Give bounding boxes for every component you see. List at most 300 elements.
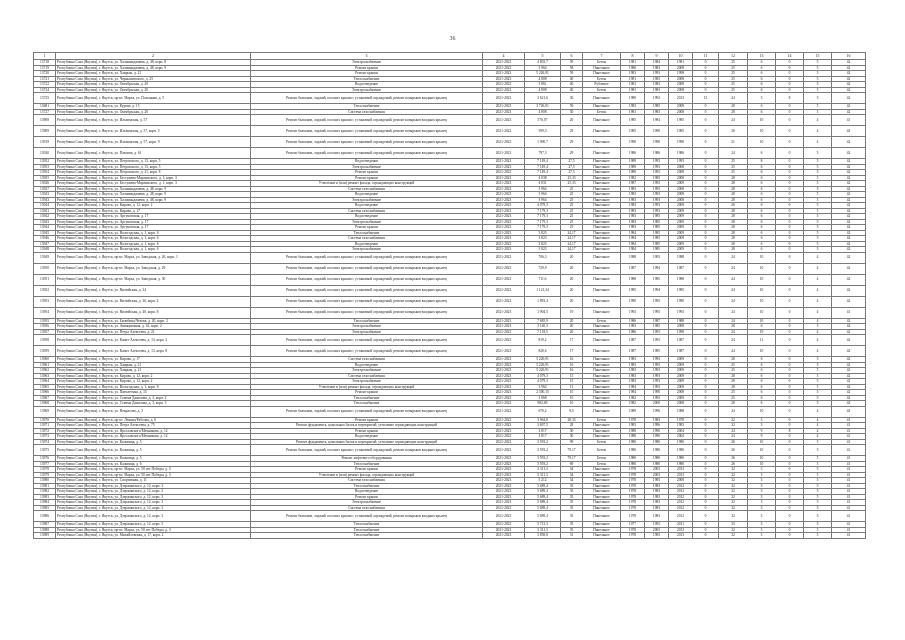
period-cell: 2021-2023: [483, 357, 525, 363]
wear-percent-cell: 29: [561, 137, 583, 148]
table-row: [34, 263, 866, 274]
year-last-repair-cell: 1993: [645, 192, 669, 198]
cost-cell: 3 964: [525, 65, 561, 71]
column-number-cell: 10: [669, 53, 693, 60]
apartments-cell: 0: [776, 483, 804, 489]
work-type-cell: Водоотведение: [251, 82, 483, 88]
wear-percent-cell: 30: [561, 109, 583, 115]
cost-cell: 3 593,2: [525, 439, 561, 445]
year-last-repair-cell: 1983: [645, 109, 669, 115]
year-built-cell: 1983: [621, 197, 645, 203]
table-row: [34, 252, 866, 263]
year-built-cell: 1978: [621, 494, 645, 500]
wear-percent-cell: 20: [561, 115, 583, 126]
repair-program-table: [33, 52, 865, 539]
column-number-cell: 14: [776, 53, 804, 60]
floors-cell: 32: [719, 533, 748, 539]
year-planned-cell: 2009: [669, 395, 693, 401]
row-number-cell: 13964: [34, 379, 56, 385]
cost-cell: 3 964: [525, 186, 561, 192]
cost-cell: 5 689,4: [525, 489, 561, 495]
floors-cell: 26: [719, 439, 748, 445]
zone-cell: 5: [804, 170, 832, 176]
year-last-repair-cell: 1990: [645, 434, 669, 440]
cost-cell: 5 226,91: [525, 71, 561, 77]
apartments-cell: 0: [776, 175, 804, 181]
period-cell: 2021-2023: [483, 247, 525, 253]
year-built-cell: 1981: [621, 76, 645, 82]
row-number-cell: 13909: [34, 126, 56, 137]
period-cell: 2021-2023: [483, 423, 525, 429]
work-type-cell: Электроснабжение: [251, 324, 483, 330]
column-number-cell: 12: [719, 53, 748, 60]
cost-cell: 729,9: [525, 263, 561, 274]
apartments-cell: 0: [776, 489, 804, 495]
work-type-cell: Ремонт балконов, лоджий, плоских крыши с установкой ограждений, ремонт козырьков входных крылец: [251, 252, 483, 263]
apartments-cell: 0: [776, 373, 804, 379]
zone-cell: 5: [804, 368, 832, 374]
year-planned-cell: 2009: [669, 379, 693, 385]
zone-cell: 4: [804, 274, 832, 285]
year-last-repair-cell: 1985: [645, 214, 669, 220]
column-16-cell: 41: [832, 511, 866, 522]
entrances-cell: 3: [748, 505, 776, 511]
row-number-cell: 13953: [34, 296, 56, 307]
year-planned-cell: 2013: [669, 467, 693, 473]
entrances-cell: 6: [748, 241, 776, 247]
year-last-repair-cell: 1984: [645, 60, 669, 66]
zone-cell: 5: [804, 104, 832, 110]
apartments-cell: 0: [776, 417, 804, 423]
address-cell: Республика Саха (Якутия), г. Якутск, ул. Пятилетняя, д. 15: [56, 390, 251, 396]
period-cell: 2021-2023: [483, 527, 525, 533]
cost-cell: 3 593,2: [525, 445, 561, 456]
count-a-cell: 0: [693, 373, 719, 379]
period-cell: 2021-2023: [483, 461, 525, 467]
floors-cell: 26: [719, 126, 748, 137]
work-type-cell: Ремонт балконов, лоджий, плоских крыши с установкой ограждений, ремонт козырьков входных крылец: [251, 93, 483, 104]
entrances-cell: 10: [748, 406, 776, 417]
floors-cell: 28: [719, 379, 748, 385]
row-number-cell: 13979: [34, 472, 56, 478]
apartments-cell: 0: [776, 362, 804, 368]
address-cell: Республика Саха (Якутия), г. Якутск, ул. Хаярыы, д. 21: [56, 368, 251, 374]
zone-cell: 5: [804, 445, 832, 456]
work-type-cell: Ремонт крыши: [251, 494, 483, 500]
work-type-cell: Ремонт крыши: [251, 170, 483, 176]
year-built-cell: 1980: [621, 65, 645, 71]
year-planned-cell: 1988: [669, 318, 693, 324]
column-16-cell: 42: [832, 214, 866, 220]
zone-cell: 4: [804, 329, 832, 335]
cost-cell: 3 311,3: [525, 527, 561, 533]
wear-percent-cell: 40: [561, 87, 583, 93]
period-cell: 2021-2023: [483, 324, 525, 330]
year-built-cell: 1987: [621, 263, 645, 274]
zone-cell: 4: [804, 335, 832, 346]
apartments-cell: 0: [776, 346, 804, 357]
year-planned-cell: 2008: [669, 478, 693, 484]
period-cell: 2021-2023: [483, 60, 525, 66]
address-cell: Республика Саха (Якутия), г. Якутск, ул. Авиационная, д. 42, корп. 2: [56, 324, 251, 330]
period-cell: 2021-2023: [483, 329, 525, 335]
period-cell: 2021-2023: [483, 225, 525, 231]
count-a-cell: 0: [693, 478, 719, 484]
column-16-cell: 42: [832, 82, 866, 88]
work-type-cell: Теплоснабжение: [251, 461, 483, 467]
year-last-repair-cell: 1993: [645, 208, 669, 214]
zone-cell: 5: [804, 159, 832, 165]
address-cell: Республика Саха (Якутия), г. Якутск, ул. Кальвица, д. 5: [56, 456, 251, 462]
column-16-cell: 42: [832, 71, 866, 77]
apartments-cell: 0: [776, 505, 804, 511]
year-planned-cell: 2012: [669, 500, 693, 506]
year-built-cell: 1983: [621, 368, 645, 374]
wall-material-cell: Панельное: [583, 428, 621, 434]
entrances-cell: 10: [748, 307, 776, 318]
wear-percent-cell: 20: [561, 274, 583, 285]
period-cell: 2021-2023: [483, 335, 525, 346]
row-number-cell: 13963: [34, 373, 56, 379]
wear-percent-cell: 34: [561, 472, 583, 478]
year-planned-cell: 1987: [669, 346, 693, 357]
apartments-cell: 0: [776, 461, 804, 467]
work-type-cell: Ремонт крыши: [251, 428, 483, 434]
year-last-repair-cell: 1995: [645, 307, 669, 318]
row-number-cell: 13926: [34, 181, 56, 187]
floors-cell: 28: [719, 186, 748, 192]
work-type-cell: Водоотведение: [251, 203, 483, 209]
work-type-cell: Электроснабжение: [251, 500, 483, 506]
year-built-cell: 1978: [621, 511, 645, 522]
column-16-cell: 42: [832, 225, 866, 231]
year-built-cell: 1980: [621, 439, 645, 445]
floors-cell: 24: [719, 296, 748, 307]
entrances-cell: 6: [748, 368, 776, 374]
count-a-cell: 0: [693, 65, 719, 71]
apartments-cell: 0: [776, 472, 804, 478]
floors-cell: 28: [719, 357, 748, 363]
count-a-cell: 0: [693, 494, 719, 500]
wall-material-cell: Панельное: [583, 230, 621, 236]
row-number-cell: 13942: [34, 214, 56, 220]
period-cell: 2021-2023: [483, 71, 525, 77]
zone-cell: 5: [804, 230, 832, 236]
wear-percent-cell: 59: [561, 71, 583, 77]
floors-cell: 24: [719, 252, 748, 263]
zone-cell: 5: [804, 197, 832, 203]
column-16-cell: 42: [832, 175, 866, 181]
cost-cell: 3 964: [525, 192, 561, 198]
count-a-cell: 0: [693, 236, 719, 242]
column-16-cell: 41: [832, 445, 866, 456]
year-built-cell: 1988: [621, 274, 645, 285]
apartments-cell: 0: [776, 181, 804, 187]
cost-cell: 706,3: [525, 252, 561, 263]
year-planned-cell: 1990: [669, 296, 693, 307]
apartments-cell: 0: [776, 285, 804, 296]
zone-cell: 4: [804, 263, 832, 274]
entrances-cell: 10: [748, 439, 776, 445]
year-planned-cell: 2008: [669, 164, 693, 170]
wear-percent-cell: 25: [561, 225, 583, 231]
zone-cell: 5: [804, 247, 832, 253]
page-number: 36: [449, 36, 456, 42]
year-built-cell: 1982: [621, 175, 645, 181]
entrances-cell: 6: [748, 71, 776, 77]
year-built-cell: 1984: [621, 230, 645, 236]
cost-cell: 5 226,91: [525, 357, 561, 363]
cost-cell: 4 803,7: [525, 60, 561, 66]
count-a-cell: 0: [693, 324, 719, 330]
row-number-cell: 13985: [34, 505, 56, 511]
floors-cell: 32: [719, 505, 748, 511]
year-planned-cell: 2008: [669, 324, 693, 330]
floors-cell: 24: [719, 428, 748, 434]
wall-material-cell: Панельное: [583, 368, 621, 374]
period-cell: 2021-2023: [483, 126, 525, 137]
cost-cell: 7 179,3: [525, 214, 561, 220]
apartments-cell: 0: [776, 186, 804, 192]
column-16-cell: 42: [832, 241, 866, 247]
row-number-cell: 13956: [34, 324, 56, 330]
count-a-cell: 0: [693, 241, 719, 247]
year-planned-cell: 2012: [669, 511, 693, 522]
column-16-cell: 41: [832, 505, 866, 511]
column-16-cell: 41: [832, 115, 866, 126]
period-cell: 2021-2023: [483, 439, 525, 445]
wall-material-cell: Панельное: [583, 379, 621, 385]
floors-cell: 25: [719, 395, 748, 401]
year-last-repair-cell: 1983: [645, 87, 669, 93]
address-cell: Республика Саха (Якутия), г. Якутск, ул. Павлова, д. 61: [56, 148, 251, 159]
entrances-cell: 3: [748, 533, 776, 539]
period-cell: 2021-2023: [483, 76, 525, 82]
year-last-repair-cell: 1983: [645, 82, 669, 88]
apartments-cell: 0: [776, 65, 804, 71]
count-a-cell: 0: [693, 76, 719, 82]
work-type-cell: Утепление и (или) ремонт фасада, ограждающих конструкций: [251, 181, 483, 187]
row-number-cell: 13719: [34, 65, 56, 71]
wear-percent-cell: 35: [561, 494, 583, 500]
work-type-cell: Водоотведение: [251, 434, 483, 440]
cost-cell: 3 621,6: [525, 93, 561, 104]
row-number-cell: 13966: [34, 390, 56, 396]
year-built-cell: 1985: [621, 285, 645, 296]
address-cell: Республика Саха (Якутия), г. Якутск, пр-кт. Марха, ул. Полынная, д. 5: [56, 93, 251, 104]
wall-material-cell: Панельное: [583, 214, 621, 220]
count-a-cell: 0: [693, 247, 719, 253]
address-cell: Республика Саха (Якутия), г. Якутск, ул. Ильменская, д. 57, корп. 5: [56, 126, 251, 137]
cost-cell: 982,69: [525, 401, 561, 407]
wall-material-cell: Панельное: [583, 522, 621, 528]
row-number-cell: 13927: [34, 186, 56, 192]
cost-cell: 7 149,4: [525, 170, 561, 176]
entrances-cell: 10: [748, 461, 776, 467]
entrances-cell: 3: [748, 500, 776, 506]
floors-cell: 25: [719, 390, 748, 396]
period-cell: 2021-2023: [483, 82, 525, 88]
year-last-repair-cell: 1993: [645, 362, 669, 368]
column-number-cell: 15: [804, 53, 832, 60]
year-last-repair-cell: 1980: [645, 445, 669, 456]
wear-percent-cell: 25: [561, 186, 583, 192]
zone-cell: 4: [804, 428, 832, 434]
row-number-cell: 13981: [34, 483, 56, 489]
address-cell: Республика Саха (Якутия), г. Якутск, ул. Дзержинского, д. 12, корп. 3: [56, 500, 251, 506]
address-cell: Республика Саха (Якутия), г. Якутск, ул. Михайловская, д. 17, корп. 2: [56, 533, 251, 539]
year-built-cell: 1977: [621, 522, 645, 528]
wall-material-cell: Панельное: [583, 208, 621, 214]
count-a-cell: 0: [693, 368, 719, 374]
wear-percent-cell: 58: [561, 65, 583, 71]
work-type-cell: Система газоснабжения: [251, 186, 483, 192]
year-planned-cell: 2008: [669, 82, 693, 88]
period-cell: 2021-2023: [483, 197, 525, 203]
address-cell: Республика Саха (Якутия), г. Якутск, ул. Халиманджиева, д. 48, корп. 9: [56, 197, 251, 203]
wall-material-cell: Бетон: [583, 87, 621, 93]
period-cell: 2021-2023: [483, 285, 525, 296]
wear-percent-cell: 25: [561, 203, 583, 209]
table-row: [34, 533, 866, 539]
cost-cell: 3 964: [525, 384, 561, 390]
period-cell: 2021-2023: [483, 214, 525, 220]
column-16-cell: 41: [832, 533, 866, 539]
floors-cell: 28: [719, 192, 748, 198]
wear-percent-cell: 19: [561, 307, 583, 318]
zone-cell: 5: [804, 527, 832, 533]
year-planned-cell: 1993: [669, 159, 693, 165]
year-built-cell: 1984: [621, 241, 645, 247]
zone-cell: 5: [804, 522, 832, 528]
row-number-cell: 13908: [34, 115, 56, 126]
year-last-repair-cell: 1985: [645, 241, 669, 247]
wall-material-cell: Панельное: [583, 170, 621, 176]
entrances-cell: 6: [748, 104, 776, 110]
year-planned-cell: 2012: [669, 483, 693, 489]
column-number-cell: 9: [645, 53, 669, 60]
entrances-cell: 6: [748, 401, 776, 407]
entrances-cell: 6: [748, 208, 776, 214]
count-a-cell: 0: [693, 252, 719, 263]
column-16-cell: 42: [832, 236, 866, 242]
year-last-repair-cell: 1993: [645, 368, 669, 374]
row-number-cell: 13950: [34, 263, 56, 274]
row-number-cell: 13986: [34, 511, 56, 522]
zone-cell: 5: [804, 461, 832, 467]
count-a-cell: 0: [693, 285, 719, 296]
entrances-cell: 3: [748, 93, 776, 104]
year-built-cell: 1989: [621, 170, 645, 176]
cost-cell: 3 817: [525, 434, 561, 440]
floors-cell: 32: [719, 494, 748, 500]
year-planned-cell: 2008: [669, 104, 693, 110]
apartments-cell: 0: [776, 522, 804, 528]
zone-cell: 5: [804, 500, 832, 506]
row-number-cell: 13951: [34, 274, 56, 285]
apartments-cell: 0: [776, 401, 804, 407]
count-a-cell: 0: [693, 274, 719, 285]
wall-material-cell: Панельное: [583, 500, 621, 506]
year-planned-cell: 2009: [669, 208, 693, 214]
wall-material-cell: Панельное: [583, 527, 621, 533]
period-cell: 2021-2023: [483, 109, 525, 115]
period-cell: 2021-2023: [483, 489, 525, 495]
entrances-cell: 6: [748, 219, 776, 225]
row-number-cell: 13727: [34, 109, 56, 115]
work-type-cell: Система газоснабжения: [251, 357, 483, 363]
wall-material-cell: Панельное: [583, 71, 621, 77]
entrances-cell: 10: [748, 285, 776, 296]
year-built-cell: 1983: [621, 214, 645, 220]
year-built-cell: 1983: [621, 192, 645, 198]
address-cell: Республика Саха (Якутия), г. Якутск, ул. Кирова, д. 12, корп. 2: [56, 203, 251, 209]
year-built-cell: 1988: [621, 252, 645, 263]
zone-cell: 5: [804, 241, 832, 247]
year-last-repair-cell: 2003: [645, 527, 669, 533]
wall-material-cell: Панельное: [583, 65, 621, 71]
cost-cell: 4 079,3: [525, 379, 561, 385]
zone-cell: 5: [804, 379, 832, 385]
apartments-cell: 0: [776, 203, 804, 209]
work-type-cell: Электроснабжение: [251, 247, 483, 253]
apartments-cell: 8: [776, 428, 804, 434]
wall-material-cell: Панельное: [583, 401, 621, 407]
address-cell: Республика Саха (Якутия), г. Якутск, ул. Ильменская, д. 57, корп. 9: [56, 137, 251, 148]
count-a-cell: 0: [693, 71, 719, 77]
year-last-repair-cell: 1993: [645, 357, 669, 363]
work-type-cell: Теплоснабжение: [251, 527, 483, 533]
table-row: [34, 126, 866, 137]
address-cell: Республика Саха (Якутия), г. Якутск, ул. Кальвица, д. 5: [56, 439, 251, 445]
year-last-repair-cell: 1993: [645, 252, 669, 263]
year-built-cell: 1985: [621, 115, 645, 126]
zone-cell: 5: [804, 225, 832, 231]
wall-material-cell: Бетон: [583, 461, 621, 467]
wall-material-cell: Панельное: [583, 159, 621, 165]
column-16-cell: 42: [832, 76, 866, 82]
entrances-cell: 3: [748, 467, 776, 473]
year-built-cell: 1980: [621, 445, 645, 456]
period-cell: 2021-2023: [483, 208, 525, 214]
apartments-cell: 0: [776, 208, 804, 214]
address-cell: Республика Саха (Якутия), г. Якутск, ул. Хаярыы, д. 21: [56, 71, 251, 77]
wear-percent-cell: 13: [561, 384, 583, 390]
row-number-cell: 13681: [34, 104, 56, 110]
wall-material-cell: Рубленое: [583, 82, 621, 88]
wall-material-cell: Панельное: [583, 181, 621, 187]
period-cell: 2021-2023: [483, 296, 525, 307]
wear-percent-cell: 9,5: [561, 406, 583, 417]
zone-cell: 5: [804, 82, 832, 88]
apartments-cell: 0: [776, 225, 804, 231]
wall-material-cell: Панельное: [583, 390, 621, 396]
year-built-cell: 1978: [621, 467, 645, 473]
column-16-cell: 42: [832, 137, 866, 148]
floors-cell: 28: [719, 175, 748, 181]
count-a-cell: 0: [693, 362, 719, 368]
wall-material-cell: Панельное: [583, 274, 621, 285]
row-number-cell: 13955: [34, 175, 56, 181]
period-cell: 2021-2023: [483, 401, 525, 407]
address-cell: Республика Саха (Якутия), г. Якутск, ул. Петровского, д. 13, корп. 5: [56, 159, 251, 165]
zone-cell: 4: [804, 296, 832, 307]
wall-material-cell: Панельное: [583, 225, 621, 231]
column-number-row: [34, 53, 866, 60]
floors-cell: 21: [719, 137, 748, 148]
floors-cell: 28: [719, 384, 748, 390]
row-number-cell: 13975: [34, 445, 56, 456]
